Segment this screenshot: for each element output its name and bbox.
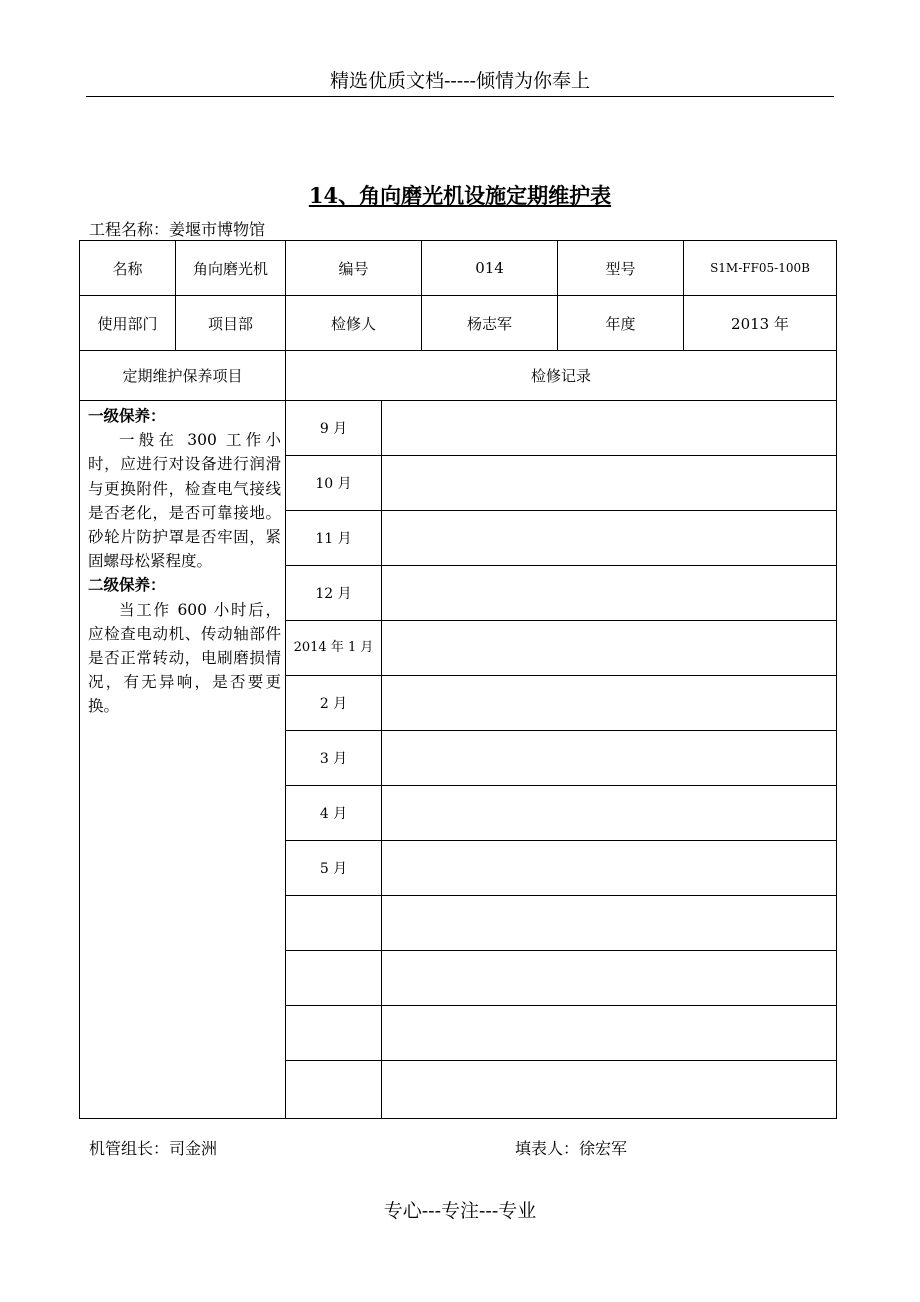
items-header: 定期维护保养项目 [80,351,286,401]
supervisor-line [89,1136,217,1159]
month-cell: 12 月 [286,566,382,621]
month-cell: 9 月 [286,401,382,456]
month-cell: 4 月 [286,786,382,841]
info-row-2 [80,296,837,351]
supervisor-value: 司金洲 [169,1139,218,1158]
record-cell[interactable] [382,566,837,621]
number-value: 014 [422,241,558,296]
record-header: 检修记录 [286,351,837,401]
maintenance-table [79,240,837,1119]
month-cell [286,1061,382,1119]
filler-label: 填表人： [515,1139,580,1158]
month-cell [286,896,382,951]
month-cell [286,951,382,1006]
name-value: 角向磨光机 [176,241,286,296]
section-header-row [80,351,837,401]
record-row [80,401,837,456]
month-cell: 2014 年 1 月 [286,621,382,676]
record-cell[interactable] [382,786,837,841]
month-cell [286,1006,382,1061]
level2-text: 当工作 600 小时后，应检查电动机、传动轴部件是否正常转动，电刷磨损情况，有无异响，是否要更换。 [88,600,281,716]
department-label: 使用部门 [80,296,176,351]
record-cell[interactable] [382,456,837,511]
header-divider [86,96,834,97]
level1-title: 一级保养： [88,406,166,425]
department-value: 项目部 [176,296,286,351]
record-cell[interactable] [382,401,837,456]
level2-title: 二级保养： [88,575,166,595]
record-cell[interactable] [382,841,837,896]
page-header: 精选优质文档-----倾情为你奉上 [329,70,591,92]
record-cell[interactable] [382,951,837,1006]
record-cell[interactable] [382,731,837,786]
year-label: 年度 [558,296,684,351]
month-cell: 2 月 [286,676,382,731]
model-value: S1M-FF05-100B [684,241,837,296]
month-cell: 10 月 [286,456,382,511]
supervisor-label: 机管组长： [89,1139,170,1158]
level1-text: 一般在 300 工作小时，应进行对设备进行润滑与更换附件，检查电气接线是否老化，是否可靠接地。砂轮片防护罩是否牢固，紧固螺母松紧程度。 [88,431,281,571]
repairer-label: 检修人 [286,296,422,351]
filler-line [515,1136,627,1159]
project-value: 姜堰市博物馆 [169,220,266,239]
record-cell[interactable] [382,511,837,566]
record-cell[interactable] [382,1006,837,1061]
repairer-value: 杨志军 [422,296,558,351]
record-cell[interactable] [382,676,837,731]
model-label: 型号 [558,241,684,296]
project-line [89,217,265,240]
record-cell[interactable] [382,621,837,676]
page-title: 14、角向磨光机设施定期维护表 [308,183,612,208]
filler-value: 徐宏军 [579,1139,628,1158]
number-label: 编号 [286,241,422,296]
project-label: 工程名称： [89,220,170,239]
info-row-1 [80,241,837,296]
record-cell[interactable] [382,1061,837,1119]
month-cell: 11 月 [286,511,382,566]
year-value: 2013 年 [684,296,837,351]
page-footer: 专心---专注---专业 [383,1200,537,1222]
name-label: 名称 [80,241,176,296]
maintenance-description [80,401,286,1119]
month-cell: 3 月 [286,731,382,786]
record-cell[interactable] [382,896,837,951]
month-cell: 5 月 [286,841,382,896]
